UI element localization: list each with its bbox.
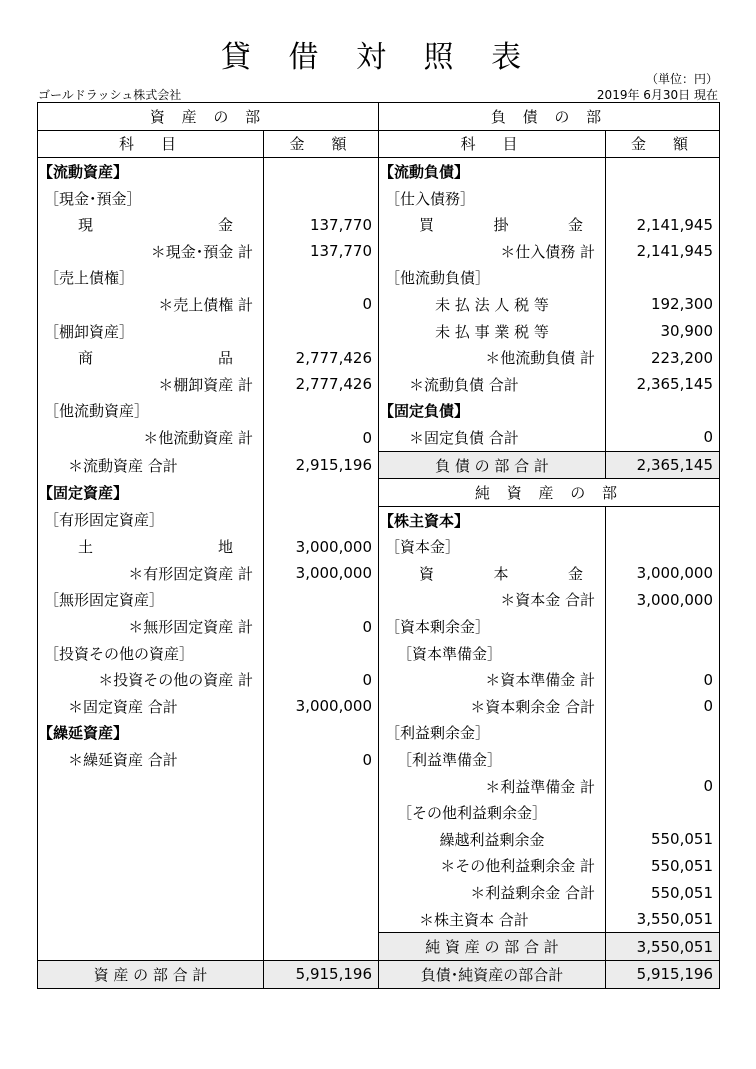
- shareholders-total-value: 3,550,051: [606, 906, 720, 933]
- table-row: [38, 371, 720, 398]
- other-retained-total-label: ＊その他利益剰余金 計: [379, 853, 606, 880]
- tangible-total-label: ＊有形固定資産 計: [38, 560, 264, 587]
- goods-value: 2,777,426: [264, 344, 379, 371]
- intangible-total-value: 0: [264, 613, 379, 640]
- table-row: [38, 906, 720, 933]
- capital-reserve-total-label: ＊資本準備金 計: [379, 666, 606, 693]
- liab-equity-grand-total-label: 負債･純資産の部合計: [379, 961, 606, 989]
- table-row: [38, 746, 720, 773]
- capital-total-value: 3,000,000: [606, 587, 720, 614]
- assets-item-header: 科 目: [38, 130, 264, 158]
- capital-label: 資 本 金: [419, 564, 583, 583]
- retained-total-value: 550,051: [606, 879, 720, 906]
- section-header-row: [38, 103, 720, 131]
- capital-value: 3,000,000: [606, 560, 720, 587]
- table-row: [38, 158, 720, 185]
- other-current-assets-total-label: ＊他流動資産 計: [38, 424, 264, 451]
- payables-group-label: ［仕入債務］: [379, 185, 606, 212]
- investment-total-value: 0: [264, 666, 379, 693]
- liabilities-fixed-heading: 【固定負債】: [379, 398, 606, 425]
- table-row: [38, 265, 720, 292]
- capital-surplus-total-value: 0: [606, 693, 720, 720]
- deferred-heading: 【繰延資産】: [38, 720, 264, 747]
- land-label: 土 地: [78, 538, 233, 557]
- table-row: [38, 398, 720, 425]
- table-row: [38, 640, 720, 667]
- tangible-total-value: 3,000,000: [264, 560, 379, 587]
- deferred-total-value: 0: [264, 746, 379, 773]
- fixed-assets-total-value: 3,000,000: [264, 693, 379, 720]
- table-row: [38, 933, 720, 961]
- assets-section-header: 資 産 の 部: [38, 103, 379, 131]
- table-row: [38, 853, 720, 880]
- liabilities-total-value: 2,365,145: [606, 451, 720, 479]
- table-row: [38, 720, 720, 747]
- land-value: 3,000,000: [264, 534, 379, 561]
- corp-tax-label: 未 払 法 人 税 等: [379, 291, 606, 318]
- carried-forward-label: 繰越利益剰余金: [379, 826, 606, 853]
- fixed-assets-total-label: ＊固定資産 合計: [38, 693, 264, 720]
- goods-label: 商 品: [78, 349, 233, 368]
- document-title: 貸 借 対 照 表: [220, 40, 536, 75]
- shareholders-total-label: ＊株主資本 合計: [379, 906, 606, 933]
- legal-reserve-total-value: 0: [606, 773, 720, 800]
- payables-total-value: 2,141,945: [606, 238, 720, 265]
- liab-equity-grand-total-value: 5,915,196: [606, 961, 720, 989]
- column-header-row: [38, 130, 720, 158]
- current-assets-total-label: ＊流動資産 合計: [38, 451, 264, 479]
- cash-total-value: 137,770: [264, 238, 379, 265]
- table-row: [38, 587, 720, 614]
- legal-reserve-group-label: ［利益準備金］: [379, 746, 606, 773]
- inventory-group-label: ［棚卸資産］: [38, 318, 264, 345]
- retained-group-label: ［利益剰余金］: [379, 720, 606, 747]
- investment-total-label: ＊投資その他の資産 計: [38, 666, 264, 693]
- assets-grand-total-value: 5,915,196: [264, 961, 379, 989]
- other-current-liab-total-label: ＊他流動負債 計: [379, 344, 606, 371]
- fixed-liab-total-value: 0: [606, 424, 720, 451]
- retained-total-label: ＊利益剰余金 合計: [379, 879, 606, 906]
- current-assets-total-value: 2,915,196: [264, 451, 379, 479]
- net-assets-total-value: 3,550,051: [606, 933, 720, 961]
- net-assets-total-label: 純 資 産 の 部 合 計: [379, 933, 606, 961]
- table-row: [38, 185, 720, 212]
- table-row: [38, 479, 720, 507]
- assets-fixed-heading: 【固定資産】: [38, 479, 264, 507]
- receivables-total-value: 0: [264, 291, 379, 318]
- assets-current-heading: 【流動資産】: [38, 158, 264, 185]
- table-row: [38, 534, 720, 561]
- carried-forward-value: 550,051: [606, 826, 720, 853]
- receivables-group-label: ［売上債権］: [38, 265, 264, 292]
- table-row: [38, 879, 720, 906]
- cash-value: 137,770: [264, 211, 379, 238]
- net-assets-section-header: 純 資 産 の 部: [379, 479, 720, 507]
- capital-surplus-group-label: ［資本剰余金］: [379, 613, 606, 640]
- table-row: [38, 318, 720, 345]
- current-liab-total-value: 2,365,145: [606, 371, 720, 398]
- table-row: [38, 799, 720, 826]
- capital-total-label: ＊資本金 合計: [379, 587, 606, 614]
- table-row: [38, 211, 720, 238]
- liabilities-total-label: 負 債 の 部 合 計: [379, 451, 606, 479]
- other-retained-group-label: ［その他利益剰余金］: [379, 799, 606, 826]
- liabilities-current-heading: 【流動負債】: [379, 158, 606, 185]
- legal-reserve-total-label: ＊利益準備金 計: [379, 773, 606, 800]
- report-date: 2019年 6月30日 現在: [596, 88, 718, 102]
- grand-total-row: [38, 961, 720, 989]
- inventory-total-value: 2,777,426: [264, 371, 379, 398]
- business-tax-label: 未 払 事 業 税 等: [379, 318, 606, 345]
- other-retained-total-value: 550,051: [606, 853, 720, 880]
- capital-surplus-total-label: ＊資本剰余金 合計: [379, 693, 606, 720]
- payables-total-label: ＊仕入債務 計: [379, 238, 606, 265]
- capital-group-label: ［資本金］: [379, 534, 606, 561]
- inventory-total-label: ＊棚卸資産 計: [38, 371, 264, 398]
- liabilities-item-header: 科 目: [379, 130, 606, 158]
- accounts-payable-value: 2,141,945: [606, 211, 720, 238]
- deferred-total-label: ＊繰延資産 合計: [38, 746, 264, 773]
- table-row: [38, 238, 720, 265]
- business-tax-value: 30,900: [606, 318, 720, 345]
- table-row: [38, 560, 720, 587]
- company-name: ゴールドラッシュ株式会社: [38, 88, 182, 102]
- table-row: [38, 693, 720, 720]
- other-current-assets-group-label: ［他流動資産］: [38, 398, 264, 425]
- table-row: [38, 773, 720, 800]
- liabilities-section-header: 負 債 の 部: [379, 103, 720, 131]
- investment-group-label: ［投資その他の資産］: [38, 640, 264, 667]
- intangible-group-label: ［無形固定資産］: [38, 587, 264, 614]
- cash-label: 現 金: [78, 216, 233, 235]
- current-liab-total-label: ＊流動負債 合計: [379, 371, 606, 398]
- liabilities-amount-header: 金 額: [606, 130, 720, 158]
- cash-total-label: ＊現金･預金 計: [38, 238, 264, 265]
- other-current-liab-group-label: ［他流動負債］: [379, 265, 606, 292]
- tangible-group-label: ［有形固定資産］: [38, 506, 264, 533]
- accounts-payable-label: 買 掛 金: [419, 216, 583, 235]
- table-row: [38, 291, 720, 318]
- capital-reserve-group-label: ［資本準備金］: [379, 640, 606, 667]
- capital-reserve-total-value: 0: [606, 666, 720, 693]
- other-current-assets-total-value: 0: [264, 424, 379, 451]
- assets-grand-total-label: 資 産 の 部 合 計: [38, 961, 264, 989]
- receivables-total-label: ＊売上債権 計: [38, 291, 264, 318]
- corp-tax-value: 192,300: [606, 291, 720, 318]
- fixed-liab-total-label: ＊固定負債 合計: [379, 424, 606, 451]
- shareholders-heading: 【株主資本】: [379, 506, 606, 533]
- table-row: [38, 613, 720, 640]
- balance-sheet-table: [37, 102, 720, 989]
- table-row: [38, 344, 720, 371]
- table-row: [38, 666, 720, 693]
- table-row: [38, 424, 720, 451]
- unit-label: （単位：円）: [645, 72, 718, 86]
- table-row: [38, 451, 720, 479]
- table-row: [38, 506, 720, 533]
- other-current-liab-total-value: 223,200: [606, 344, 720, 371]
- cash-group-label: ［現金･預金］: [38, 185, 264, 212]
- intangible-total-label: ＊無形固定資産 計: [38, 613, 264, 640]
- table-row: [38, 826, 720, 853]
- assets-amount-header: 金 額: [264, 130, 379, 158]
